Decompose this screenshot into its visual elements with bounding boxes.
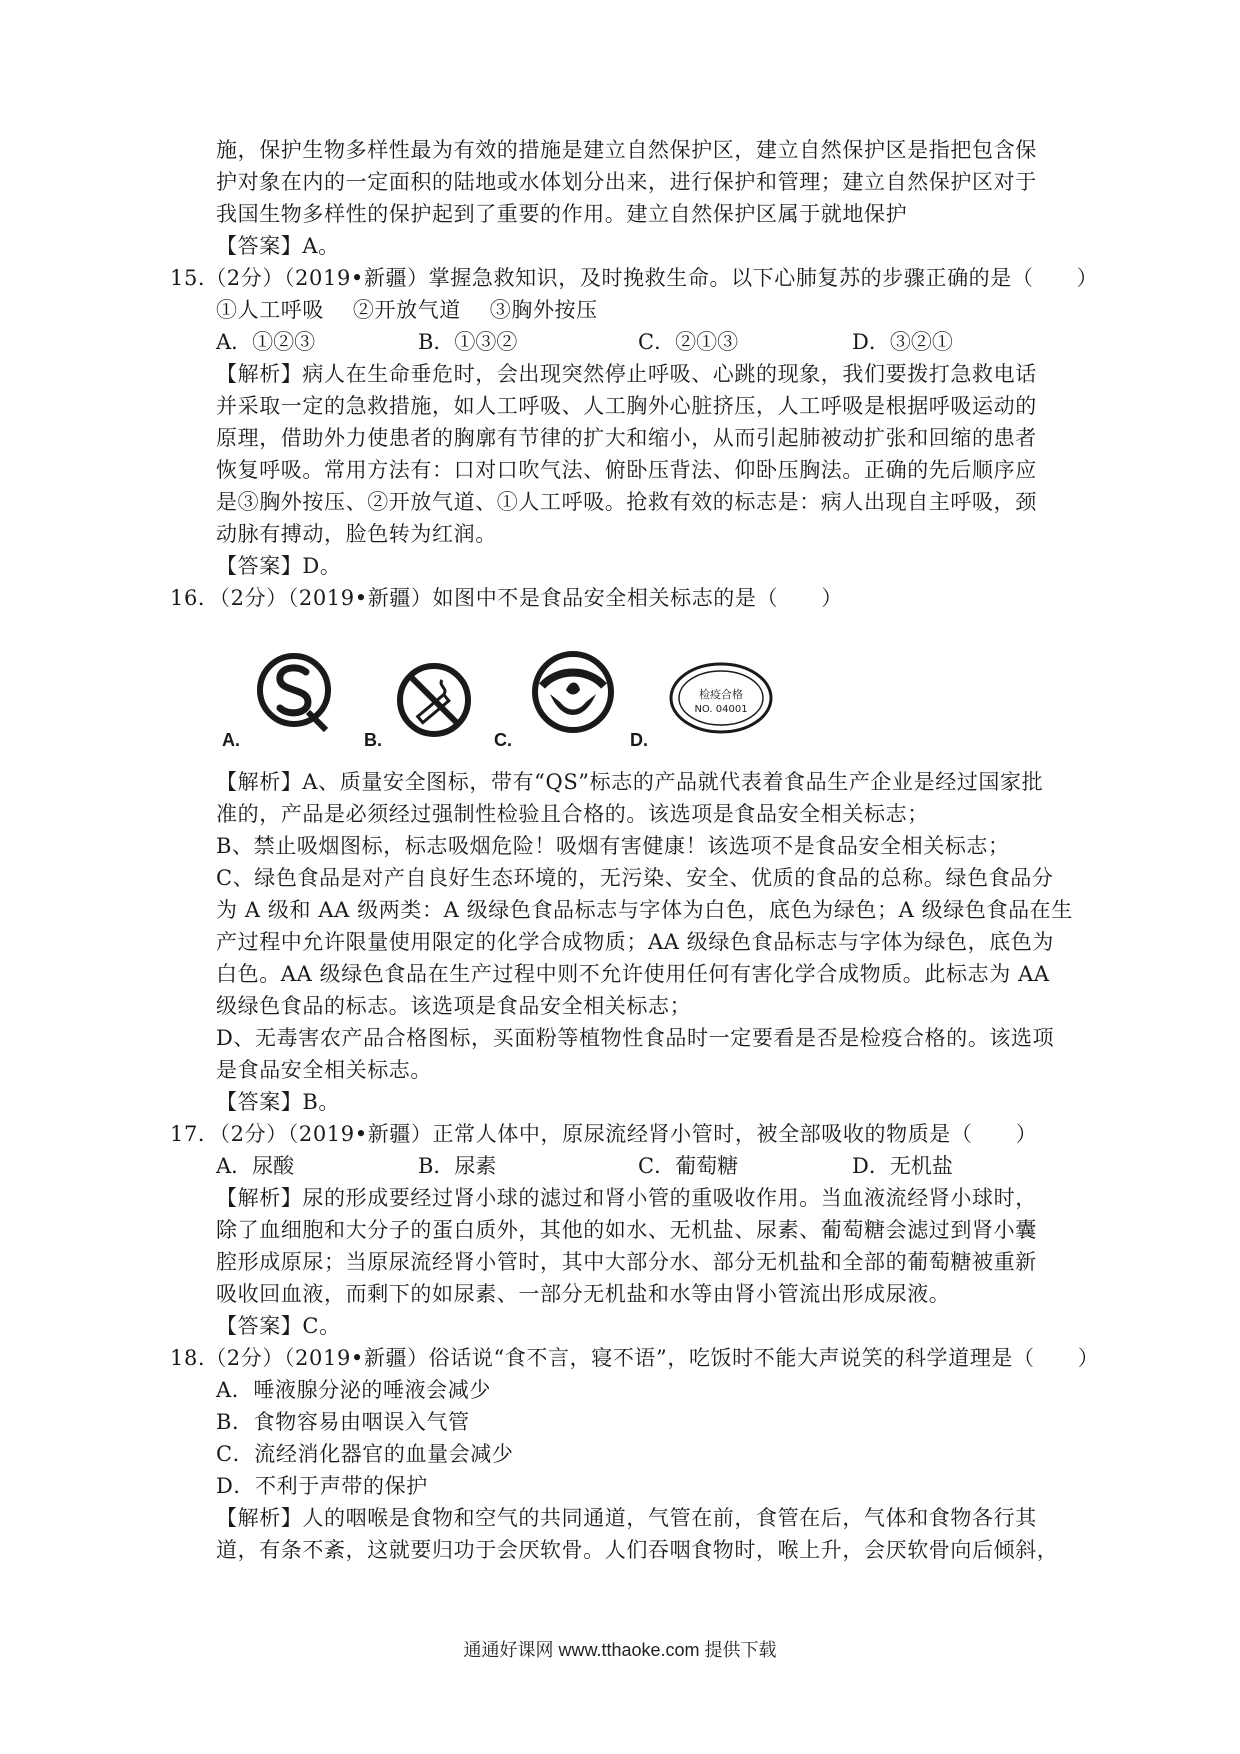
option-c: C．流经消化器官的血量会减少 xyxy=(216,1442,514,1466)
option-c: C．②①③ xyxy=(638,330,739,354)
explanation-line: 除了血细胞和大分子的蛋白质外，其他的如水、无机盐、尿素、葡萄糖会滤过到肾小囊 xyxy=(216,1218,1037,1242)
option-c: C．葡萄糖 xyxy=(638,1154,739,1178)
explanation-line: 白色。AA 级绿色食品在生产过程中则不允许使用任何有害化学合成物质。此标志为 AA xyxy=(216,962,1050,986)
stamp-text: NO. 04001 xyxy=(694,704,748,715)
explanation-line: 并采取一定的急救措施，如人工呼吸、人工胸外心脏挤压，人工呼吸是根据呼吸运动的 xyxy=(216,394,1037,418)
question-17: 17．（2分）（2019•新疆）正常人体中，原尿流经肾小管时，被全部吸收的物质是（ ） xyxy=(170,1122,1038,1146)
option-a-label: A. xyxy=(222,730,240,750)
answer-line: 【答案】C。 xyxy=(216,1314,341,1338)
quarantine-stamp-icon xyxy=(666,658,776,738)
option-a: A．唾液腺分泌的唾液会减少 xyxy=(216,1378,491,1402)
explanation-line: 【解析】尿的形成要经过肾小球的滤过和肾小管的重吸收作用。当血液流经肾小球时， xyxy=(216,1186,1037,1210)
green-food-icon xyxy=(528,650,618,734)
option-b-label: B. xyxy=(364,730,382,750)
explanation-line: 道，有条不紊，这就要归功于会厌软骨。人们吞咽食物时，喉上升，会厌软骨向后倾斜， xyxy=(216,1538,1059,1562)
explanation-line: 【解析】人的咽喉是食物和空气的共同通道，气管在前，食管在后，气体和食物各行其 xyxy=(216,1506,1037,1530)
explanation-line: 准的，产品是必须经过强制性检验且合格的。该选项是食品安全相关标志； xyxy=(216,802,929,826)
explanation-line: 【解析】病人在生命垂危时，会出现突然停止呼吸、心跳的现象，我们要拨打急救电话 xyxy=(216,362,1037,386)
question-16: 16．（2分）（2019•新疆）如图中不是食品安全相关标志的是（ ） xyxy=(170,586,843,610)
page-footer: 通通好课网 www.tthaoke.com 提供下载 xyxy=(463,1640,777,1660)
no-smoking-icon xyxy=(394,660,474,740)
explanation-line: 原理，借助外力使患者的胸廓有节律的扩大和缩小，从而引起肺被动扩张和回缩的患者 xyxy=(216,426,1037,450)
stamp-text-2: 检疫合格 xyxy=(699,688,743,701)
text-line: 护对象在内的一定面积的陆地或水体划分出来，进行保护和管理；建立自然保护区对于 xyxy=(216,170,1037,194)
explanation-line: D、无毒害农产品合格图标，买面粉等植物性食品时一定要看是否是检疫合格的。该选项 xyxy=(216,1026,1055,1050)
explanation-line: 动脉有搏动，脸色转为红润。 xyxy=(216,522,497,546)
answer-line: 【答案】B。 xyxy=(216,1090,341,1114)
explanation-line: 是食品安全相关标志。 xyxy=(216,1058,432,1082)
option-a: A．尿酸 xyxy=(216,1154,295,1178)
explanation-line: 级绿色食品的标志。该选项是食品安全相关标志； xyxy=(216,994,692,1018)
logo-options-figure xyxy=(216,650,816,750)
text-line: 我国生物多样性的保护起到了重要的作用。建立自然保护区属于就地保护 xyxy=(216,202,908,226)
question-15-items: ①人工呼吸 ②开放气道 ③胸外按压 xyxy=(216,298,598,322)
text-line: 施，保护生物多样性最为有效的措施是建立自然保护区，建立自然保护区是指把包含保 xyxy=(216,138,1037,162)
explanation-line: 恢复呼吸。常用方法有：口对口吹气法、俯卧压背法、仰卧压胸法。正确的先后顺序应 xyxy=(216,458,1037,482)
question-15: 15.（2分）（2019•新疆）掌握急救知识，及时挽救生命。以下心肺复苏的步骤正确的是（ ） xyxy=(170,266,1099,290)
explanation-line: 腔形成原尿；当原尿流经肾小管时，其中大部分水、部分无机盐和全部的葡萄糖被重新 xyxy=(216,1250,1037,1274)
explanation-line: 是③胸外按压、②开放气道、①人工呼吸。抢救有效的标志是：病人出现自主呼吸，颈 xyxy=(216,490,1037,514)
option-d: D．③②① xyxy=(852,330,953,354)
option-a: A．①②③ xyxy=(216,330,316,354)
explanation-line: 吸收回血液，而剩下的如尿素、一部分无机盐和水等由肾小管流出形成尿液。 xyxy=(216,1282,951,1306)
explanation-line: B、禁止吸烟图标，标志吸烟危险！吸烟有害健康！该选项不是食品安全相关标志； xyxy=(216,834,1010,858)
answer-line: 【答案】D。 xyxy=(216,554,342,578)
question-18: 18.（2分）（2019•新疆）俗话说“食不言，寝不语”，吃饭时不能大声说笑的科学道理是（ ） xyxy=(170,1346,1100,1370)
option-d-label: D. xyxy=(630,730,648,750)
option-d: D．不利于声带的保护 xyxy=(216,1474,428,1498)
option-d: D．无机盐 xyxy=(852,1154,953,1178)
explanation-line: C、绿色食品是对产自良好生态环境的，无污染、安全、优质的食品的总称。绿色食品分 xyxy=(216,866,1054,890)
option-b: B．尿素 xyxy=(418,1154,497,1178)
explanation-line: 产过程中允许限量使用限定的化学合成物质；AA 级绿色食品标志与字体为绿色，底色为 xyxy=(216,930,1055,954)
option-b: B．食物容易由咽误入气管 xyxy=(216,1410,470,1434)
qs-quality-safety-icon xyxy=(256,650,336,734)
option-b: B．①③② xyxy=(418,330,518,354)
answer-line: 【答案】A。 xyxy=(216,234,340,258)
explanation-line: 为 A 级和 AA 级两类：A 级绿色食品标志与字体为白色，底色为绿色；A 级绿色食品在生 xyxy=(216,898,1073,922)
option-c-label: C. xyxy=(494,730,512,750)
explanation-line: 【解析】A、质量安全图标，带有“QS”标志的产品就代表着食品生产企业是经过国家批 xyxy=(216,770,1044,794)
